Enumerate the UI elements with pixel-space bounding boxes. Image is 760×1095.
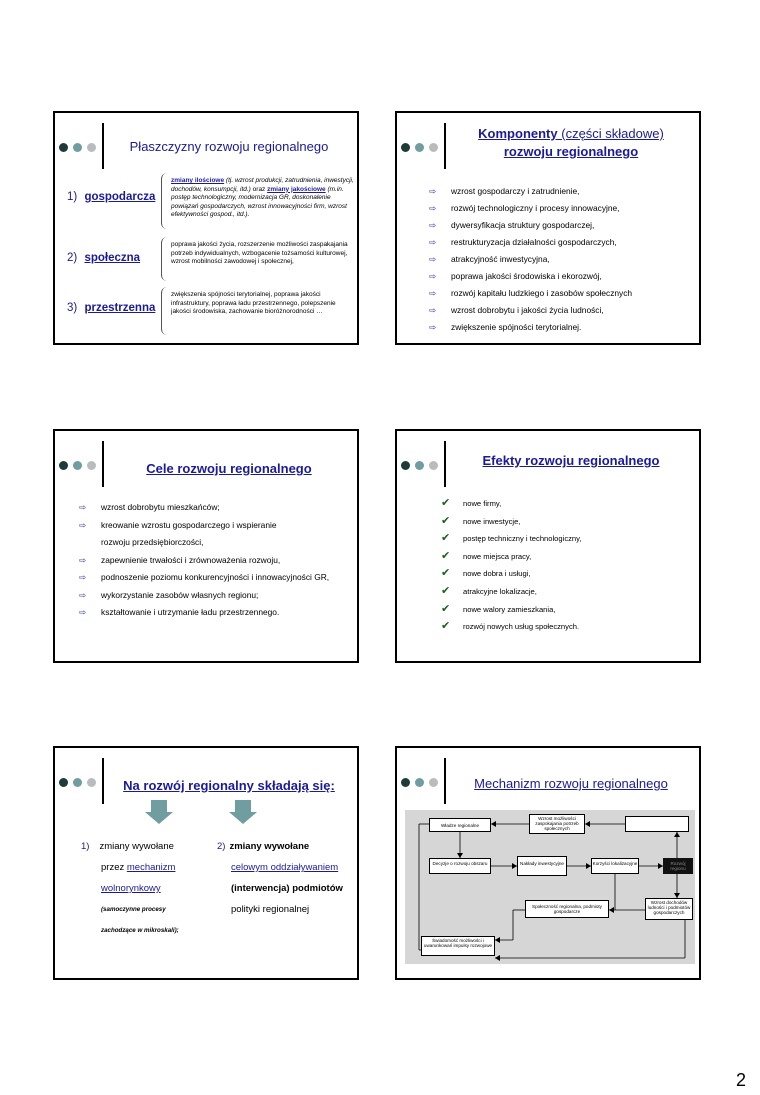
divider-line — [102, 758, 104, 804]
arrow-icon: ⇨ — [429, 220, 437, 230]
arrow-icon: ⇨ — [429, 186, 437, 196]
list-item: ⇨ atrakcyjność inwestycyjna, — [427, 251, 632, 268]
slide-skladaja-sie — [53, 746, 359, 980]
box-wzrost-dochodow-ludnosci: Wzrost dochodów ludności i podmiotów gospodarczych — [645, 898, 693, 920]
efekty-list — [439, 495, 581, 636]
box-rozwoj-regionu: Rozwój regionu — [663, 858, 693, 874]
label-przestrzenna: przestrzenna — [84, 302, 156, 314]
arrow-icon: ⇨ — [79, 607, 87, 617]
list-item: ⇨ kreowanie wzrostu gospodarczego i wspieranie rozwoju przedsiębiorczości, — [77, 517, 301, 552]
arrow-icon: ⇨ — [429, 271, 437, 281]
list-item: ⇨ podnoszenie poziomu konkurencyjności i innowacyjności GR, — [77, 569, 357, 587]
row-przestrzenna: 3) przestrzenna — [67, 302, 156, 314]
box-naklady: Nakłady inwestycyjne — [517, 856, 567, 876]
check-icon: ✔ — [441, 620, 451, 633]
check-icon: ✔ — [441, 497, 451, 509]
slide-cele — [53, 429, 359, 663]
slide-title: Cele rozwoju regionalnego — [146, 461, 312, 476]
label-spoleczna: społeczna — [84, 252, 141, 264]
slide-efekty — [395, 429, 701, 663]
check-icon: ✔ — [441, 514, 451, 527]
brace — [161, 173, 168, 229]
desc-przestrzenna: zwiększenia spójności terytorialnej, poprawa jakości infrastruktury, poprawa ładu przestrzennego, polepszenie jakości środowiska, zachowanie bioróżnorodności … — [171, 291, 336, 316]
arrow-icon: ⇨ — [429, 305, 437, 315]
divider-line — [444, 758, 446, 804]
list-item: ⇨ wzrost dobrobytu mieszkańców; — [77, 499, 357, 517]
list-item: ⇨ kształtowanie i utrzymanie ładu przestrzennego. — [77, 604, 357, 622]
box-wzrost-dochodow-wladz — [625, 816, 689, 832]
cele-list — [77, 499, 357, 622]
list-item: ⇨ zwiększenie spójności terytorialnej. — [427, 319, 632, 336]
list-item: ✔ nowe walory zamieszkania, — [439, 601, 581, 619]
row-spoleczna: 2) społeczna — [67, 252, 141, 264]
label-gospodarcza: gospodarcza — [84, 191, 156, 203]
list-item: ⇨ wzrost gospodarczy i zatrudnienie, — [427, 183, 632, 200]
right-column: 2) zmiany wywołane celowym oddziaływaniem (interwencja) podmiotów polityki regionalnej — [217, 841, 343, 915]
arrow-icon: ⇨ — [429, 322, 437, 332]
divider-line — [102, 123, 104, 169]
box-korzysci: Korzyści lokalizacyjne — [591, 858, 639, 874]
page-number: 2 — [736, 1070, 747, 1090]
list-item: ⇨ rozwój technologiczny i procesy innowacyjne, — [427, 200, 632, 217]
list-item: ✔ postęp techniczny i technologiczny, — [439, 530, 581, 548]
desc-gospodarcza: zmiany ilościowe (tj. wzrost produkcji, zatrudnienia, inwestycji, dochodów, konsumpcji, itd.) oraz zmiany jakościowe (m.in. postęp technologiczny, modernizacja GR, doskonalenie powiązań gospodarczych, wzrost innowacyjności firm, wzrost efektywności gospod., itd.). — [171, 177, 354, 219]
box-decyzje: Decyzje o rozwoju obszaru — [429, 858, 491, 874]
box-wzrost-mozliwosci: Wzrost możliwości zaspokajania potrzeb społecznych — [529, 814, 585, 834]
check-icon: ✔ — [441, 549, 451, 562]
list-item: ⇨ dywersyfikacja struktury gospodarczej, — [427, 217, 632, 234]
left-column: 1) zmiany wywołane przez mechanizm wolnorynkowy (samoczynne procesy zachodzące w mikroskali); — [81, 841, 179, 934]
arrow-icon: ⇨ — [79, 572, 87, 582]
list-item: ⇨ wzrost dobrobytu i jakości życia ludności, — [427, 302, 632, 319]
arrow-icon: ⇨ — [79, 502, 87, 512]
list-item: ✔ nowe miejsca pracy, — [439, 548, 581, 566]
list-item: ⇨ wykorzystanie zasobów własnych regionu; — [77, 587, 357, 605]
divider-line — [444, 123, 446, 169]
arrow-icon: ⇨ — [429, 288, 437, 298]
slide-mechanizm — [395, 746, 701, 980]
row-gospodarcza: 1) gospodarcza — [67, 191, 156, 203]
box-wladze-regionalne: Władze regionalne — [429, 818, 491, 832]
slide-title: Płaszczyzny rozwoju regionalnego — [129, 139, 329, 154]
list-item: ✔ nowe firmy, — [439, 495, 581, 513]
slide-title: Na rozwój regionalny składają się: — [123, 778, 335, 793]
list-item: ✔ rozwój nowych usług społecznych. — [439, 618, 581, 636]
komponenty-list — [427, 183, 632, 336]
arrow-icon: ⇨ — [429, 254, 437, 264]
arrow-icon: ⇨ — [79, 589, 87, 600]
slide-title: Efekty rozwoju regionalnego — [482, 453, 660, 468]
check-icon: ✔ — [441, 532, 451, 545]
arrow-icon: ⇨ — [429, 203, 437, 213]
desc-spoleczna: poprawa jakości życia, rozszerzenie możliwości zaspakajania potrzeb indywidualnych, wzbogacenie tożsamości kulturowej, wzrost mobilności zawodowej i społecznej, — [171, 241, 348, 266]
box-swiadomosc: Świadomość możliwości i uwarunkowań impulsy rozwojowe — [421, 936, 495, 956]
slide-komponenty — [395, 111, 701, 345]
check-icon: ✔ — [441, 584, 451, 597]
list-item: ✔ nowe inwestycje, — [439, 513, 581, 531]
arrow-icon: ⇨ — [429, 237, 437, 247]
list-item: ⇨ restrukturyzacja działalności gospodarczych, — [427, 234, 632, 251]
mechanism-diagram — [405, 810, 695, 964]
list-item: ⇨ zapewnienie trwałości i zrównoważenia rozwoju, — [77, 552, 357, 570]
list-item: ⇨ poprawa jakości środowiska i ekorozwój, — [427, 268, 632, 285]
list-item: ⇨ rozwój kapitału ludzkiego i zasobów społecznych — [427, 285, 632, 302]
slide-title: Mechanizm rozwoju regionalnego — [474, 776, 668, 791]
box-spolecznosc: Społeczność regionalna, podmioty gospodarcze — [525, 900, 609, 918]
list-item: ✔ atrakcyjne lokalizacje, — [439, 583, 581, 601]
check-icon: ✔ — [441, 567, 451, 580]
list-item: ✔ nowe dobra i usługi, — [439, 565, 581, 583]
divider-line — [102, 441, 104, 487]
brace — [161, 287, 168, 335]
arrow-icon: ⇨ — [79, 554, 87, 565]
arrow-icon: ⇨ — [79, 519, 87, 530]
check-icon: ✔ — [441, 602, 451, 615]
brace — [161, 237, 168, 281]
divider-line — [444, 441, 446, 487]
slide-plaszczyzny — [53, 111, 359, 345]
slide-title: Komponenty (części składowe) rozwoju regionalnego — [478, 126, 664, 159]
